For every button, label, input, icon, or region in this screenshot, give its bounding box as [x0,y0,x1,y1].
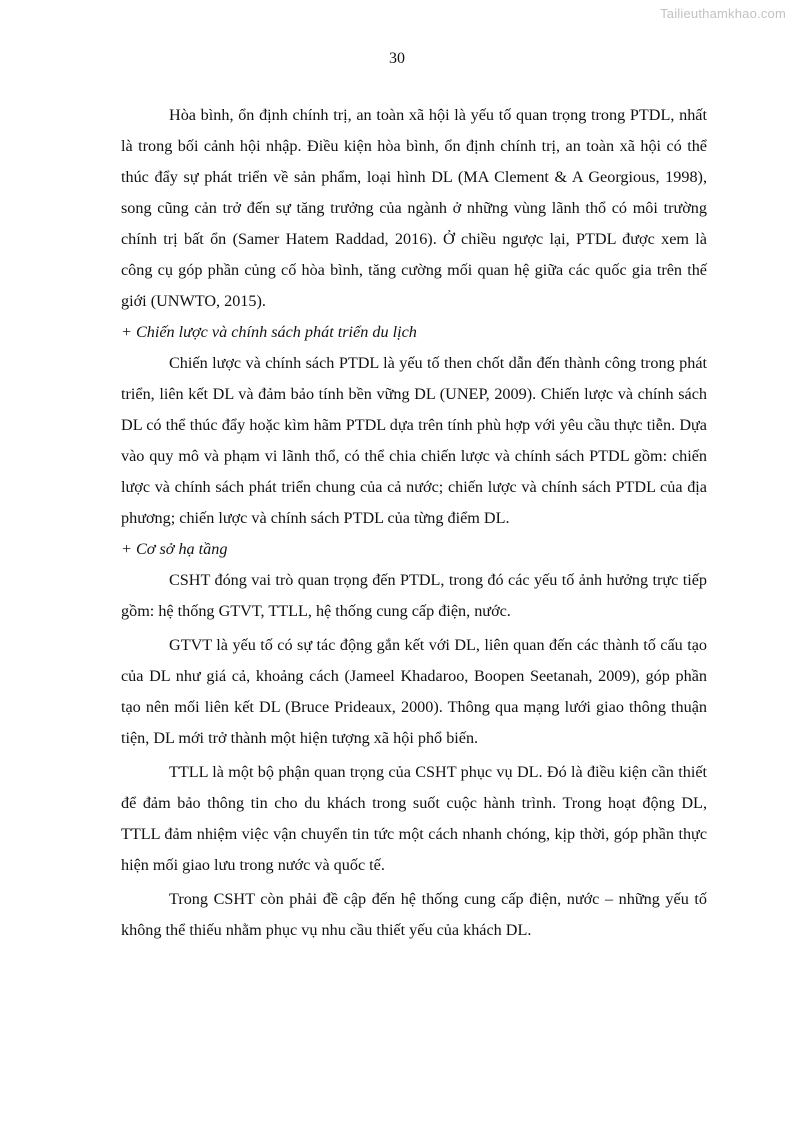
paragraph-transport: GTVT là yếu tố có sự tác động gắn kết với DL, liên quan đến các thành tố cấu tạo của DL như giá cả, khoảng cách (Jameel Khadaroo, Boopen Seetanah, 2009), góp phần tạo nên mối liên kết DL (Bruce Prideaux, 2000). Thông qua mạng lưới giao thông thuận tiện, DL mới trở thành một hiện tượng xã hội phổ biến. [121,636,707,747]
paragraph-communications: TTLL là một bộ phận quan trọng của CSHT phục vụ DL. Đó là điều kiện cần thiết để đảm bảo thông tin cho du khách trong suốt cuộc hành trình. Trong hoạt động DL, TTLL đảm nhiệm việc vận chuyển tin tức một cách nhanh chóng, kịp thời, góp phần thực hiện mối giao lưu trong nước và quốc tế. [121,763,707,874]
paragraph-utilities: Trong CSHT còn phải đề cập đến hệ thống cung cấp điện, nước – những yếu tố không thể thiếu nhằm phục vụ nhu cầu thiết yếu của khách DL. [121,890,707,939]
paragraph-infrastructure-intro: CSHT đóng vai trò quan trọng đến PTDL, trong đó các yếu tố ảnh hưởng trực tiếp gồm: hệ thống GTVT, TTLL, hệ thống cung cấp điện, nước. [121,571,707,620]
subheading-strategy-policy: + Chiến lược và chính sách phát triển du lịch [121,323,417,341]
page-number: 30 [389,50,405,67]
document-body [121,100,707,946]
paragraph-strategy-policy: Chiến lược và chính sách PTDL là yếu tố then chốt dẫn đến thành công trong phát triển, liên kết DL và đảm bảo tính bền vững DL (UNEP, 2009). Chiến lược và chính sách DL có thể thúc đẩy hoặc kìm hãm PTDL dựa trên tính phù hợp với yêu cầu thực tiễn. Dựa vào quy mô và phạm vi lãnh thổ, có thể chia chiến lược và chính sách PTDL gồm: chiến lược và chính sách phát triển chung của cả nước; chiến lược và chính sách PTDL của địa phương; chiến lược và chính sách PTDL của từng điểm DL. [121,354,707,527]
paragraph-peace-stability: Hòa bình, ổn định chính trị, an toàn xã hội là yếu tố quan trọng trong PTDL, nhất là trong bối cảnh hội nhập. Điều kiện hòa bình, ổn định chính trị, an toàn xã hội có thể thúc đẩy sự phát triển về sản phẩm, loại hình DL (MA Clement & A Georgious, 1998), song cũng cản trở đến sự tăng trưởng của ngành ở những vùng lãnh thổ có môi trường chính trị bất ổn (Samer Hatem Raddad, 2016). Ở chiều ngược lại, PTDL được xem là công cụ góp phần củng cố hòa bình, tăng cường mối quan hệ giữa các quốc gia trên thế giới (UNWTO, 2015). [121,106,707,310]
subheading-infrastructure: + Cơ sở hạ tầng [121,540,228,558]
watermark-text: Tailieuthamkhao.com [660,6,786,21]
